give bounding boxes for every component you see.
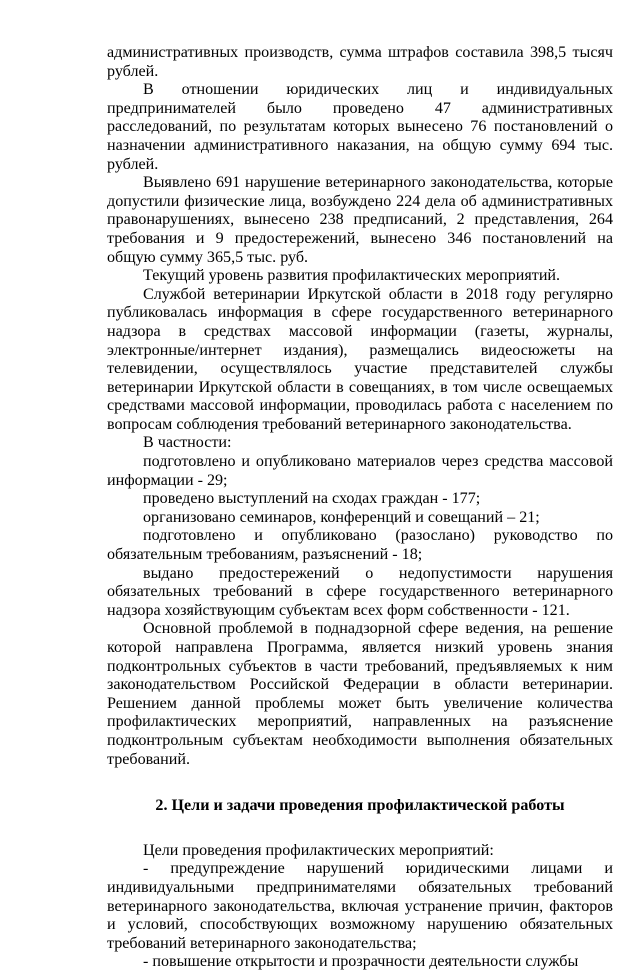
paragraph: Основной проблемой в поднадзорной сфере ведения, на решение которой направлена Программа, является низкий уровень знания подконтрольных субъектов в части требований, предъявляемых к ним законодательством Российской Федерации в области ветеринарии. Решением данной проблемы может быть увеличение количества профилактических мероприятий, направленных на разъяснение подконтрольным субъектам необходимости выполнения обязательных требований.	[107, 620, 613, 768]
list-item: подготовлено и опубликовано (разослано) руководство по обязательным требованиям, разъяснений - 18;	[107, 527, 613, 564]
paragraph: Службой ветеринарии Иркутской области в 2018 году регулярно публиковалась информация в сфере государственного ветеринарного надзора в средствах массовой информации (газеты, журналы, электронные/интернет издания), размещались видеосюжеты на телевидении, осуществлялось участие представителей службы ветеринарии Иркутской области в совещаниях, в том числе освещаемых средствами массовой информации, проводилась работа с населением по вопросам соблюдения требований ветеринарного законодательства.	[107, 285, 613, 433]
paragraph: В отношении юридических лиц и индивидуальных предпринимателей было проведено 47 административных расследований, по результатам которых вынесено 76 постановлений о назначении административного наказания, на общую сумму 694 тыс. рублей.	[107, 81, 613, 173]
section-heading: 2. Цели и задачи проведения профилактической работы	[155, 797, 565, 815]
paragraph: административных производств, сумма штрафов составила 398,5 тысяч рублей.	[107, 44, 613, 80]
list-item: подготовлено и опубликовано материалов через средства массовой информации - 29;	[107, 453, 613, 489]
list-item: - повышение открытости и прозрачности деятельности службы	[143, 953, 579, 971]
list-item: организовано семинаров, конференций и совещаний – 21;	[143, 508, 540, 526]
paragraph: В частности:	[143, 434, 232, 452]
list-item: выдано предостережений о недопустимости нарушения обязательных требований в сфере государственного ветеринарного надзора хозяйствующим субъектам всех форм собственности - 121.	[107, 564, 613, 619]
paragraph: Текущий уровень развития профилактических мероприятий.	[143, 267, 561, 285]
paragraph: Выявлено 691 нарушение ветеринарного законодательства, которые допустили физические лица, возбуждено 224 дела об административных правонарушениях, вынесено 238 предписаний, 2 представления, 264 требования и 9 предостережений, вынесено 346 постановлений на общую сумму 365,5 тыс. руб.	[107, 174, 613, 266]
list-item: - предупреждение нарушений юридическими лицами и индивидуальными предпринимателями обязательных требований ветеринарного законодательства, включая устранение причин, факторов и условий, способствующих возможному нарушению обязательных требований ветеринарного законодательства;	[107, 860, 613, 952]
list-item: проведено выступлений на сходах граждан - 177;	[143, 490, 481, 508]
paragraph: Цели проведения профилактических мероприятий:	[143, 841, 494, 859]
